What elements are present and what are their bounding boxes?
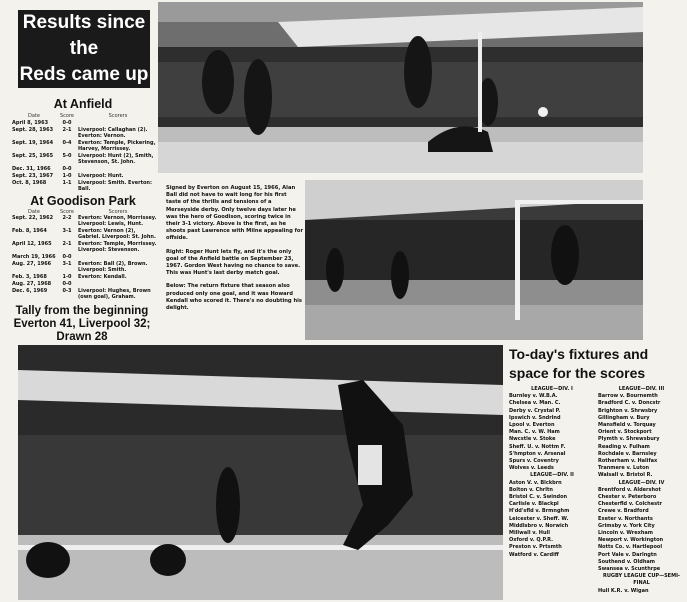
fixture-item: Hull K.R. v. Wigan (598, 587, 649, 594)
result-row (12, 140, 158, 152)
fixture-item: Bristol C. v. Swindon (509, 494, 568, 501)
result-date: Aug. 27, 1966 (12, 261, 52, 267)
result-row (12, 173, 158, 179)
photo-ball-goal-image (158, 2, 643, 173)
fixture-item: Ipswich v. Sndrlnd (509, 414, 561, 421)
fixture-item: Chelsea v. Man. C. (509, 400, 561, 407)
fixtures-column-left (509, 386, 595, 559)
result-scorers (78, 254, 158, 260)
anfield-header-date: Date (28, 113, 40, 119)
goodison-header-score: Score (59, 209, 74, 215)
result-score: 3-1 (62, 228, 72, 234)
goodison-header-date: Date (28, 209, 40, 215)
fixture-item: Lincoln v. Wrexham (598, 530, 654, 537)
result-scorers: Everton: Temple, Morrissey. Liverpool: Stevenson. (78, 241, 157, 253)
fixture-item: Brentford v. Aldershot (598, 486, 661, 493)
result-score: 5-0 (62, 153, 72, 159)
fixture-item: Sheff. U. v. Nottm F. (509, 443, 566, 450)
result-score: 2-1 (62, 127, 72, 133)
result-date: Feb. 3, 1968 (12, 274, 47, 280)
result-row (12, 180, 158, 192)
photo-ball-goal (158, 2, 643, 173)
result-date: Dec. 6, 1969 (12, 288, 48, 294)
photo-captions (166, 185, 303, 318)
fixture-item: Crewe v. Bradford (598, 508, 649, 515)
fixture-item: Watford v. Cardiff (509, 551, 559, 558)
fixture-item: Derby v. Crystal P. (509, 407, 561, 414)
result-date: Sept. 28, 1963 (12, 127, 54, 133)
result-row (12, 288, 158, 300)
result-scorers (78, 166, 158, 172)
result-date: Dec. 31, 1966 (12, 166, 51, 172)
result-score: 0-0 (62, 120, 72, 126)
result-scorers: Liverpool: Hughes, Brown (own goal), Graham. (78, 288, 151, 300)
result-score: 1-0 (62, 274, 72, 280)
result-row (12, 228, 158, 240)
fixture-league-heading: LEAGUE—DIV. III (618, 386, 665, 392)
fixture-item: Grimsby v. York City (598, 522, 655, 529)
fixture-league-heading: LEAGUE—DIV. II (530, 472, 574, 479)
result-scorers (78, 281, 158, 287)
goodison-header-scorers: Scorers (108, 209, 128, 215)
result-score: 0-3 (62, 288, 72, 294)
fixture-item: Swansea v. Scunthrpe (598, 566, 661, 573)
fixture-item: Chester v. Peterboro (598, 494, 657, 501)
caption-ball-goal: Signed by Everton on August 15, 1966, Alan Ball did not have to wait long for his first taste of the thrills and tensions of a Merseyside derby. Only twelve days later he was the hero of Goodison, scoring twice in their 3-1 victory. Above is the first, as he shoots past Lawrence with Milne appealing for offside. (166, 185, 304, 242)
photo-hunt-goal (305, 180, 643, 340)
result-scorers: Everton: Vernon, Morrissey. Liverpool: Lewis, Hunt. (78, 215, 157, 227)
result-row (12, 274, 158, 280)
fixture-league-heading: LEAGUE—DIV. I (531, 386, 573, 392)
result-score: 2-2 (62, 215, 72, 221)
result-score: 0-0 (62, 166, 72, 172)
fixture-item: Exeter v. Northants (598, 515, 653, 522)
fixture-item: Spurs v. Coventry (509, 458, 559, 465)
fixture-item: Nwcstle v. Stoke (509, 436, 556, 443)
result-date: Sept. 25, 1965 (12, 153, 54, 159)
anfield-results-table (12, 120, 158, 193)
result-date: Sept. 23, 1967 (12, 173, 54, 179)
result-date: Oct. 8, 1968 (12, 180, 47, 186)
result-date: Sept. 19, 1964 (12, 140, 54, 146)
fixture-item: Mansfield v. Torquay (598, 422, 656, 429)
result-scorers: Everton: Vernon (2), Gabriel. Liverpool: St. John. (78, 228, 156, 240)
results-title-line2: Reds came up (19, 64, 149, 85)
result-scorers: Everton: Ball (2), Brown. Liverpool: Smith. (78, 261, 148, 273)
fixture-league-heading: RUGBY LEAGUE CUP—SEMI-FINAL (602, 573, 681, 587)
fixture-item: H'dd'sfld v. Brmnghm (509, 508, 570, 515)
photo-hunt-goal-image (305, 180, 643, 340)
result-score: 1-0 (62, 173, 72, 179)
fixture-item: Notts Co. v. Hartlepool (598, 544, 663, 551)
fixture-item: Tranmere v. Luton (598, 465, 650, 472)
fixtures-title (509, 345, 685, 383)
fixture-item: Bolton v. Chrltn (509, 486, 553, 493)
result-row (12, 215, 158, 227)
fixture-item: Plymth v. Shrewsbury (598, 436, 660, 443)
fixture-item: Carlisle v. Blackpl (509, 501, 559, 508)
fixture-item: Gillingham v. Bury (598, 414, 650, 421)
result-score: 2-1 (62, 241, 72, 247)
tally-heading: Tally from the beginning (15, 305, 149, 317)
tally-totals: Everton 41, Liverpool 32; Drawn 28 (13, 318, 151, 343)
result-scorers (78, 120, 158, 126)
result-date: Sept. 22, 1962 (12, 215, 54, 221)
result-scorers: Liverpool: Smith. Everton: Ball. (78, 180, 152, 192)
fixtures-title-line1: To-day's fixtures and (509, 346, 649, 362)
result-row (12, 241, 158, 253)
result-date: Aug. 27, 1968 (12, 281, 52, 287)
anfield-headers (12, 113, 158, 119)
result-score: 0-0 (62, 281, 72, 287)
anfield-header-score: Score (59, 113, 74, 119)
result-date: April 8, 1963 (12, 120, 49, 126)
anfield-heading: At Anfield (53, 97, 113, 111)
fixture-item: Brighton v. Shrwsbry (598, 407, 658, 414)
anfield-header-scorers: Scorers (108, 113, 128, 119)
result-score: 0-4 (62, 140, 72, 146)
fixture-item: Port Vale v. Darlngtn (598, 551, 657, 558)
fixture-league-heading: LEAGUE—DIV. IV (618, 479, 665, 486)
result-date: April 12, 1965 (12, 241, 52, 247)
fixture-item: Millwall v. Hull (509, 530, 550, 537)
tally-block (6, 305, 158, 344)
fixture-item: Man. C. v. W. Ham (509, 429, 560, 436)
fixture-item: Bradford C. v. Doncstr (598, 400, 661, 407)
result-row (12, 166, 158, 172)
fixture-item: Rotherham v. Halifax (598, 458, 658, 465)
result-row (12, 153, 158, 165)
goodison-results-table (12, 215, 158, 301)
result-scorers: Liverpool: Hunt. (78, 173, 124, 179)
fixture-item: Reading v. Fulham (598, 443, 650, 450)
fixture-item: Chesterfld v. Colchestr (598, 501, 662, 508)
fixture-item: Orient v. Stockport (598, 429, 652, 436)
result-date: March 19, 1966 (12, 254, 56, 260)
result-score: 3-1 (62, 261, 72, 267)
fixture-item: Burnley v. W.B.A. (509, 393, 558, 400)
result-row (12, 127, 158, 139)
result-row (12, 281, 158, 287)
result-scorers: Everton: Kendall. (78, 274, 127, 280)
result-date: Feb. 8, 1964 (12, 228, 47, 234)
fixture-item: S'hmpton v. Arsenal (509, 450, 566, 457)
results-title-line1: Results since the (22, 12, 146, 59)
fixture-item: Middlsbro v. Norwich (509, 522, 569, 529)
goodison-heading: At Goodison Park (30, 194, 136, 208)
result-score: 1-1 (62, 180, 72, 186)
fixture-item: Rochdale v. Barnsley (598, 450, 657, 457)
photo-kendall-goal-image (18, 345, 503, 600)
result-scorers: Liverpool: Callaghan (2). Everton: Vernon. (78, 127, 148, 139)
fixture-item: Newport v. Workington (598, 537, 664, 544)
result-scorers: Everton: Temple, Pickering, Harvey, Morrissey. (78, 140, 156, 152)
fixture-item: Barrow v. Bournemth (598, 393, 658, 400)
caption-kendall-goal: Below: The return fixture that season also produced only one goal, and it was Howard Kendall who scored it. There's no doubting his delight. (166, 283, 303, 312)
fixture-item: Lpool v. Everton (509, 422, 555, 429)
fixture-item: Oxford v. Q.P.R. (509, 537, 554, 544)
fixture-item: Walsall v. Bristol R. (598, 472, 653, 479)
result-row (12, 120, 158, 126)
fixture-item: Aston V. v. Blckbrn (509, 479, 562, 486)
result-row (12, 254, 158, 260)
result-scorers: Liverpool: Hunt (2), Smith, Stevenson, St. John. (78, 153, 154, 165)
fixture-item: Wolves v. Leeds (509, 465, 554, 472)
result-score: 0-0 (62, 254, 72, 260)
photo-kendall-goal (18, 345, 503, 600)
fixture-item: Southend v. Oldham (598, 558, 655, 565)
fixture-item: Preston v. Prtsmth (509, 544, 562, 551)
fixture-item: Leicester v. Sheff. W. (509, 515, 569, 522)
fixtures-column-right (598, 386, 685, 595)
fixtures-title-line2: space for the scores (509, 365, 646, 381)
caption-hunt-goal: Right: Roger Hunt lets fly, and it's the only goal of the Anfield battle on September 23, 1967. Gordon West having no chance to save. This was Hunt's last derby match goal. (166, 248, 301, 277)
result-row (12, 261, 158, 273)
results-title-box (18, 10, 150, 88)
